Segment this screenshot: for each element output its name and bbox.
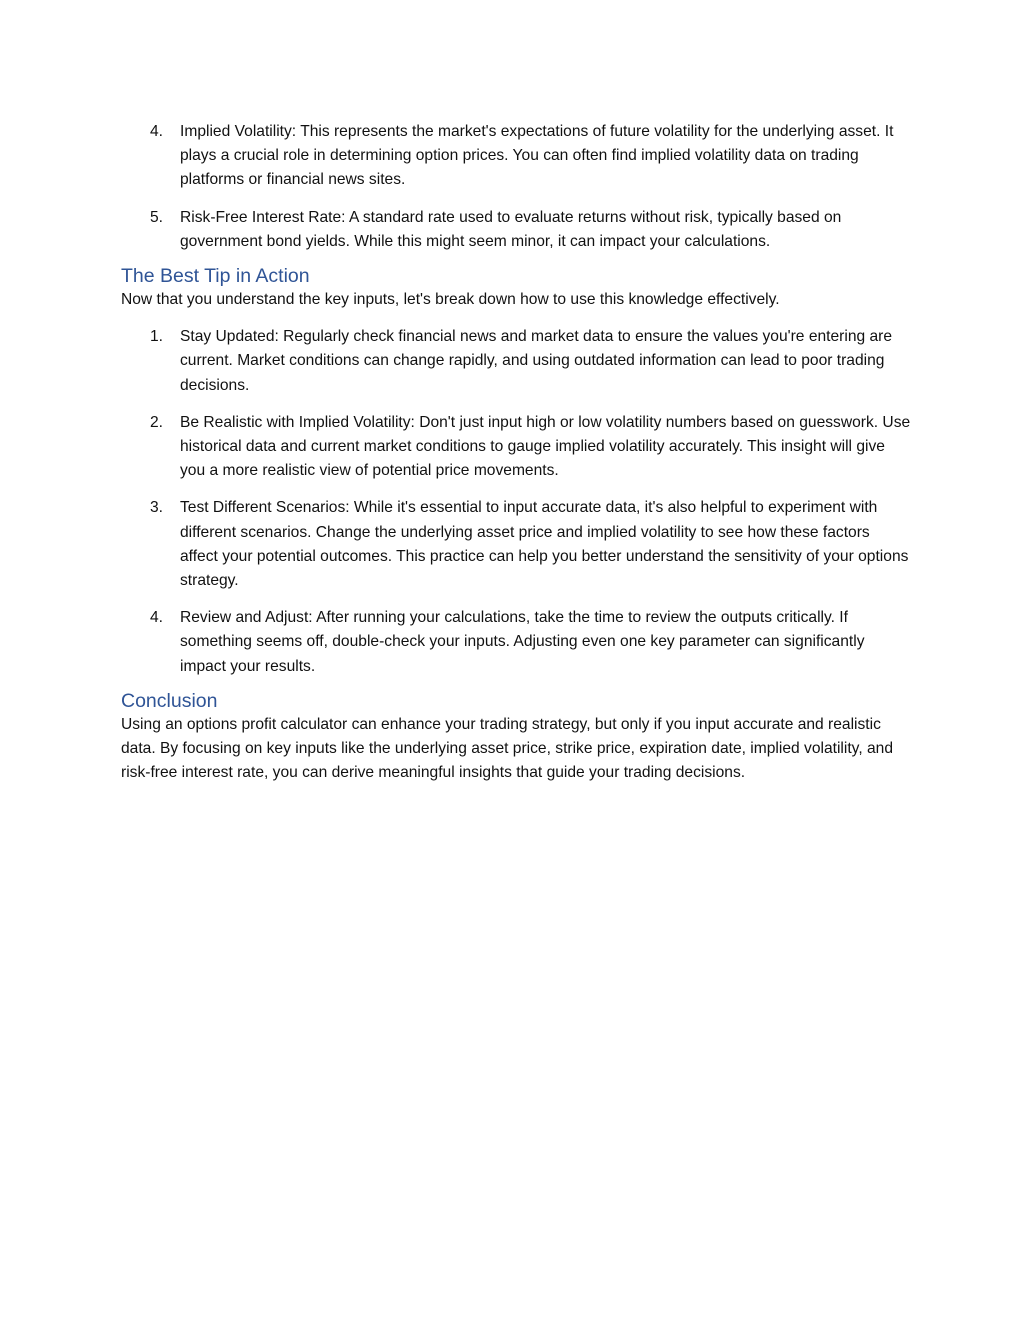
conclusion-paragraph: Using an options profit calculator can enhance your trading strategy, but only if you input accurate and realistic data. By focusing on key inputs like the underlying asset price, strike price, expiration date, implied volatility, and risk-free interest rate, you can derive meaningful insights that guide your trading decisions. [121, 715, 894, 782]
list-item [121, 606, 911, 679]
best-tip-steps-list [121, 325, 911, 679]
section-intro-paragraph: Now that you understand the key inputs, let's break down how to use this knowledge effectively. [121, 291, 780, 309]
list-item-number: 4. [150, 609, 164, 627]
list-item [121, 120, 911, 193]
list-item [121, 411, 911, 484]
list-item [121, 325, 911, 398]
document-page [121, 120, 911, 785]
list-item [121, 206, 911, 254]
list-item-number: 5. [150, 208, 164, 226]
list-item-number: 3. [150, 499, 164, 517]
list-item-number: 2. [150, 413, 164, 431]
list-item [121, 496, 911, 593]
list-item-text: Implied Volatility: This represents the market's expectations of future volatility for the underlying asset. It plays a crucial role in determining option prices. You can often find implied volatility data on trading platforms or financial news sites. [180, 123, 894, 189]
list-item-text: Be Realistic with Implied Volatility: Don't just input high or low volatility numbers based on guesswork. Use historical data and current market conditions to gauge implied volatility accurately. This insight will give you a more realistic view of potential price movements. [180, 413, 911, 480]
section-heading-best-tip: The Best Tip in Action [121, 265, 310, 288]
list-item-number: 4. [150, 123, 164, 140]
section-heading-conclusion: Conclusion [121, 689, 218, 712]
list-item-text: Test Different Scenarios: While it's essential to input accurate data, it's also helpful to experiment with different scenarios. Change the underlying asset price and implied volatility to see how these factors affect your potential outcomes. This practice can help you better understand the sensitivity of your options strategy. [180, 499, 909, 590]
list-item-number: 1. [150, 328, 164, 346]
list-item-text: Review and Adjust: After running your calculations, take the time to review the outputs critically. If something seems off, double-check your inputs. Adjusting even one key parameter can significantly impact your results. [180, 609, 865, 675]
list-item-text: Stay Updated: Regularly check financial news and market data to ensure the values you're entering are current. Market conditions can change rapidly, and using outdated information can lead to poor trading decisions. [180, 328, 893, 394]
list-item-text: Risk-Free Interest Rate: A standard rate used to evaluate returns without risk, typically based on government bond yields. While this might seem minor, it can impact your calculations. [180, 208, 842, 250]
key-inputs-list-continued [121, 120, 911, 254]
